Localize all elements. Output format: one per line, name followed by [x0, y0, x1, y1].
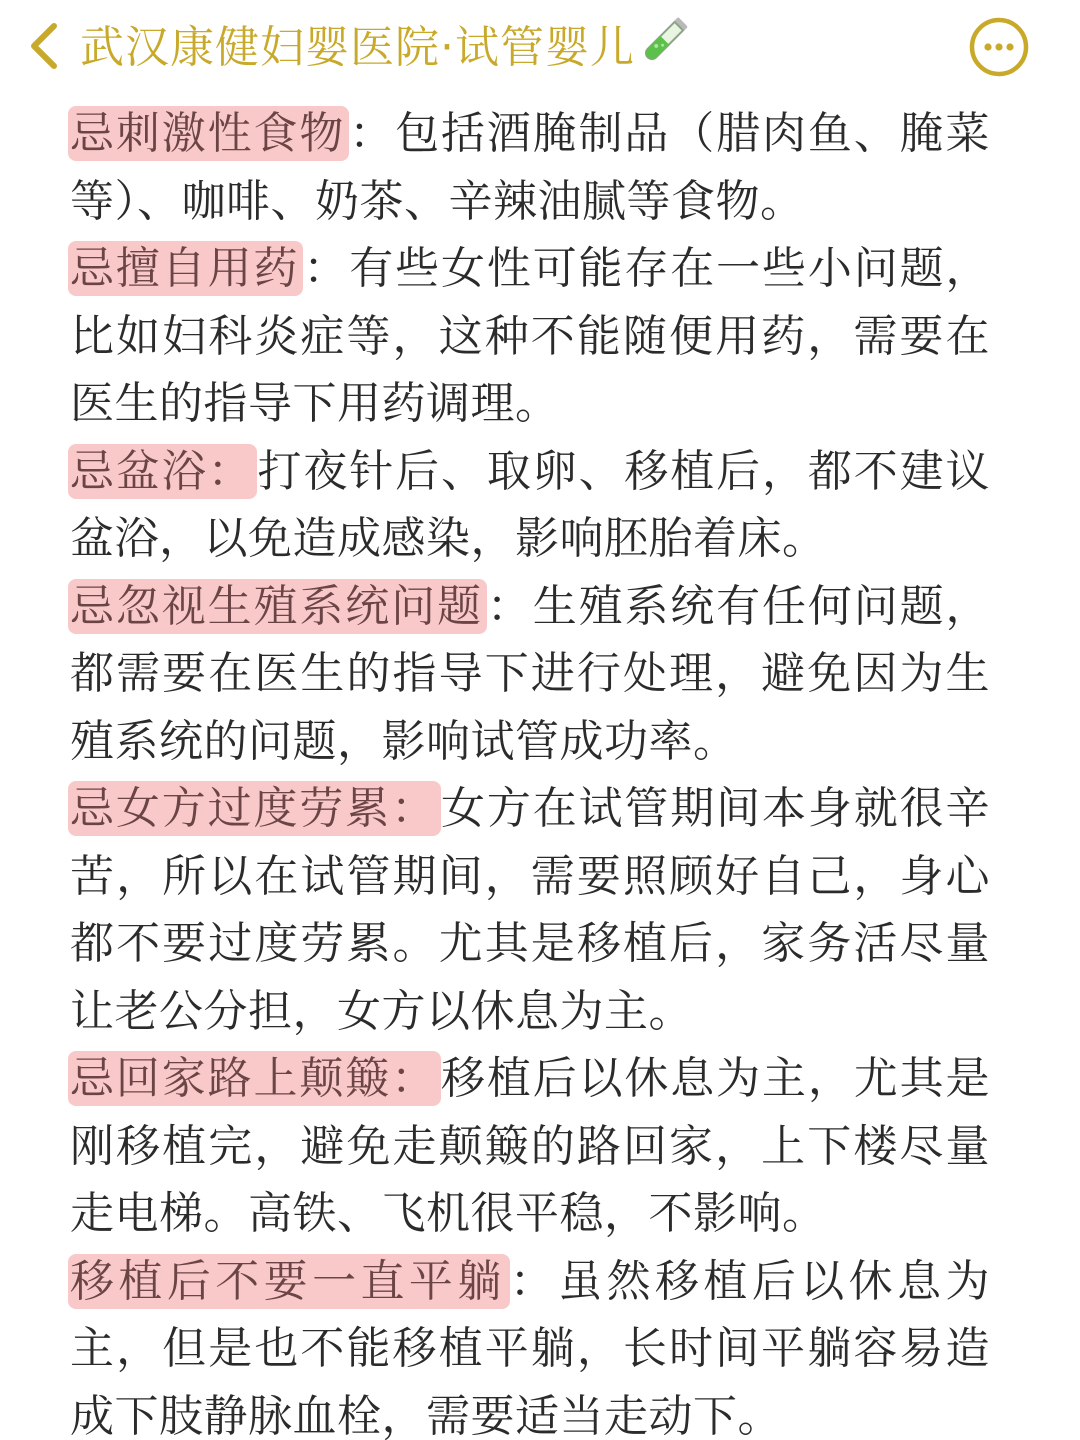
section-heading: 忌回家路上颠簸：: [68, 1051, 441, 1106]
section-text: 女方在试管期间本身就很辛苦，所以在试管期间，需要照顾好自己，身心都不要过度劳累。尤其是移植后，家务活尽量让老公分担，女方以休息为主。: [70, 783, 991, 1037]
top-bar: [0, 0, 1080, 92]
section-fatigue: [70, 775, 990, 1045]
more-dots-icon[interactable]: [968, 16, 1030, 78]
section-heading: 忌女方过度劳累：: [68, 781, 441, 836]
section-separator: ：: [509, 1255, 559, 1307]
section-separator: ：: [349, 108, 396, 159]
section-heading: 忌盆浴：: [68, 444, 257, 499]
chevron-left-icon[interactable]: [22, 18, 66, 74]
section-medication: [70, 235, 990, 438]
section-bath: [70, 438, 990, 573]
section-heading: 忌忽视生殖系统问题: [68, 579, 487, 634]
section-text: 打夜针后、取卵、移植后，都不建议盆浴，以免造成感染，影响胚胎着床。: [70, 445, 991, 564]
section-text: 移植后以休息为主，尤其是刚移植完，避免走颠簸的路回家，上下楼尽量走电梯。高铁、飞机很平稳，不影响。: [70, 1053, 991, 1239]
test-tube-icon: [635, 12, 693, 70]
section-heading: 忌刺激性食物: [68, 106, 349, 161]
section-text: 生殖系统有任何问题，都需要在医生的指导下进行处理，避免因为生殖系统的问题，影响试管成功率。: [70, 580, 991, 767]
section-text: 包括酒腌制品（腊肉鱼、腌菜等）、咖啡、奶茶、辛辣油腻等食物。: [70, 108, 991, 227]
page-title-text: 武汉康健妇婴医院·试管婴儿: [80, 22, 635, 73]
section-travel: [70, 1045, 990, 1248]
section-heading: 移植后不要一直平躺: [68, 1254, 510, 1309]
page-title: [80, 12, 693, 80]
section-lying: [70, 1248, 990, 1440]
section-reproductive: [70, 573, 990, 776]
section-heading: 忌擅自用药: [68, 241, 303, 296]
section-text: 虽然移植后以休息为主，但是也不能移植平躺，长时间平躺容易造成下肢静脉血栓，需要适当走动下。: [70, 1255, 991, 1440]
section-food: [70, 100, 990, 235]
section-separator: ：: [486, 580, 533, 632]
section-text: 有些女性可能存在一些小问题，比如妇科炎症等，这种不能随便用药，需要在医生的指导下用药调理。: [70, 243, 991, 429]
section-separator: ：: [303, 243, 350, 294]
article-body: [70, 100, 990, 1440]
